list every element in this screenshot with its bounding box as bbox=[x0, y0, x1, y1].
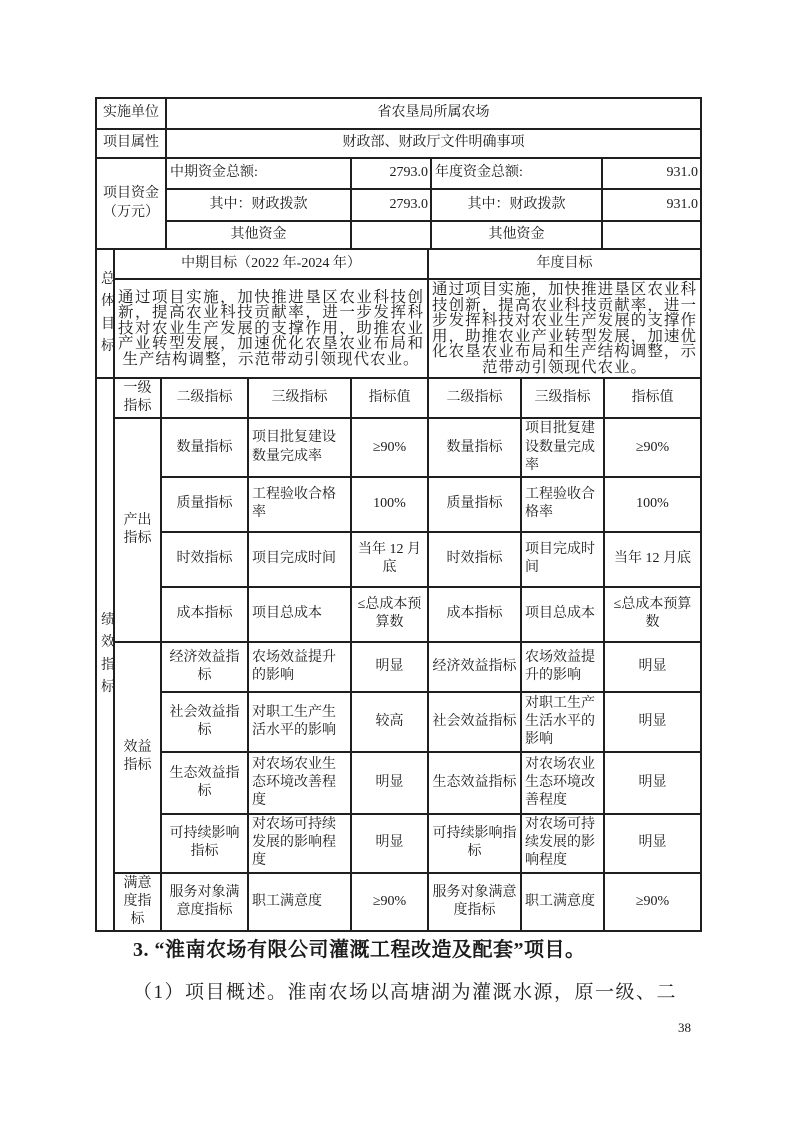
table-row bbox=[96, 532, 701, 587]
table-row bbox=[96, 692, 701, 752]
funding-year-total-label: 年度资金总额: bbox=[431, 158, 602, 189]
indicator-cell: 工程验收合格率 bbox=[248, 477, 351, 532]
level1-satisfaction: 满意度指标 bbox=[114, 873, 161, 932]
table-row bbox=[96, 477, 701, 532]
body-paragraph: （1）项目概述。淮南农场以高塘湖为灌溉水源，原一级、二 bbox=[133, 982, 678, 1003]
info-value: 省农垦局所属农场 bbox=[166, 98, 701, 129]
indicator-cell: 明显 bbox=[604, 692, 701, 752]
indicator-cell: 成本指标 bbox=[161, 587, 248, 642]
indicators-table bbox=[95, 377, 702, 932]
goals-mid-text: 通过项目实施，加快推进垦区农业科技创新，提高农业科技贡献率，进一步发挥科技对农业生产发展的支撑作用，助推农业产业转型发展，加速优化农垦农业布局和生产结构调整，示范带动引领现代农业。 bbox=[114, 279, 428, 378]
indicator-cell: 社会效益指标 bbox=[161, 692, 248, 752]
indicator-cell: 100% bbox=[351, 477, 428, 532]
indicators-label bbox=[96, 378, 114, 931]
indicator-cell: 可持续影响指标 bbox=[161, 814, 248, 873]
indicator-cell: 明显 bbox=[351, 814, 428, 873]
info-table bbox=[95, 97, 702, 159]
table-row bbox=[96, 814, 701, 873]
indicators-header-level3-annual: 三级指标 bbox=[521, 378, 604, 418]
indicator-cell: ≥90% bbox=[351, 873, 428, 932]
indicator-cell: 当年 12 月底 bbox=[604, 532, 701, 587]
indicator-cell: 项目总成本 bbox=[521, 587, 604, 642]
funding-mid-total-label: 中期资金总额: bbox=[166, 158, 351, 189]
funding-label: 项目资金（万元） bbox=[96, 158, 166, 249]
funding-mid-other-value bbox=[351, 221, 431, 249]
funding-year-other-value bbox=[602, 221, 701, 249]
funding-year-other-label: 其他资金 bbox=[431, 221, 602, 249]
info-label: 实施单位 bbox=[96, 98, 166, 129]
indicator-cell: 时效指标 bbox=[161, 532, 248, 587]
indicator-cell: 项目总成本 bbox=[248, 587, 351, 642]
indicator-cell: 项目完成时间 bbox=[521, 532, 604, 587]
info-label: 项目属性 bbox=[96, 129, 166, 158]
indicator-cell: 项目完成时间 bbox=[248, 532, 351, 587]
indicator-cell: 成本指标 bbox=[428, 587, 521, 642]
indicator-cell: 服务对象满意度指标 bbox=[428, 873, 521, 932]
level1-benefit: 效益指标 bbox=[114, 642, 161, 873]
indicators-header-value: 指标值 bbox=[351, 378, 428, 418]
goals-table bbox=[95, 248, 702, 379]
indicator-cell: 明显 bbox=[604, 752, 701, 814]
indicator-cell: 对农场农业生态环境改善程度 bbox=[521, 752, 604, 814]
indicator-cell: 明显 bbox=[351, 752, 428, 814]
indicator-cell: ≤总成本预算数 bbox=[604, 587, 701, 642]
indicator-cell: 质量指标 bbox=[161, 477, 248, 532]
indicator-cell: 工程验收合格率 bbox=[521, 477, 604, 532]
indicator-cell: ≥90% bbox=[604, 418, 701, 477]
indicator-cell: 项目批复建设数量完成率 bbox=[521, 418, 604, 477]
level1-output: 产出指标 bbox=[114, 418, 161, 642]
indicators-header-level2-annual: 二级指标 bbox=[428, 378, 521, 418]
indicator-cell: 明显 bbox=[604, 814, 701, 873]
table-row bbox=[96, 587, 701, 642]
indicator-cell: 明显 bbox=[604, 642, 701, 692]
table-row bbox=[96, 752, 701, 814]
indicator-cell: 较高 bbox=[351, 692, 428, 752]
info-value: 财政部、财政厅文件明确事项 bbox=[166, 129, 701, 158]
indicator-cell: 职工满意度 bbox=[248, 873, 351, 932]
funding-mid-fiscal-label: 其中：财政拨款 bbox=[166, 189, 351, 221]
indicator-cell: 农场效益提升的影响 bbox=[248, 642, 351, 692]
goals-year-text: 通过项目实施，加快推进垦区农业科技创新，提高农业科技贡献率，进一步发挥科技对农业生产发展的支撑作用，助推农业产业转型发展，加速优化农垦农业布局和生产结构调整，示范带动引领现代农业。 bbox=[428, 279, 701, 378]
section-heading: 3. “淮南农场有限公司灌溉工程改造及配套”项目。 bbox=[133, 939, 586, 961]
table-row bbox=[96, 873, 701, 932]
indicators-label-text: 绩效指标 bbox=[101, 612, 115, 695]
funding-mid-fiscal-value: 2793.0 bbox=[351, 189, 431, 221]
indicator-cell: 质量指标 bbox=[428, 477, 521, 532]
indicator-cell: 对农场农业生态环境改善程度 bbox=[248, 752, 351, 814]
goals-year-header: 年度目标 bbox=[428, 249, 701, 279]
indicator-cell: 100% bbox=[604, 477, 701, 532]
indicators-header-level3: 三级指标 bbox=[248, 378, 351, 418]
indicator-cell: 农场效益提升的影响 bbox=[521, 642, 604, 692]
indicator-cell: ≥90% bbox=[604, 873, 701, 932]
goals-label bbox=[96, 249, 114, 378]
indicators-header-value-annual: 指标值 bbox=[604, 378, 701, 418]
indicator-cell: 生态效益指标 bbox=[161, 752, 248, 814]
indicator-cell: 明显 bbox=[351, 642, 428, 692]
goals-label-text: 总体目标 bbox=[101, 271, 115, 354]
indicator-cell: 对职工生产生活水平的影响 bbox=[248, 692, 351, 752]
indicator-cell: 社会效益指标 bbox=[428, 692, 521, 752]
indicator-cell: 数量指标 bbox=[161, 418, 248, 477]
indicator-cell: 对职工生产生活水平的影响 bbox=[521, 692, 604, 752]
funding-year-fiscal-value: 931.0 bbox=[602, 189, 701, 221]
indicator-cell: ≥90% bbox=[351, 418, 428, 477]
indicator-cell: 数量指标 bbox=[428, 418, 521, 477]
indicator-cell: 服务对象满意度指标 bbox=[161, 873, 248, 932]
funding-year-total-value: 931.0 bbox=[602, 158, 701, 189]
funding-mid-total-value: 2793.0 bbox=[351, 158, 431, 189]
indicator-cell: 时效指标 bbox=[428, 532, 521, 587]
indicator-cell: 项目批复建设数量完成率 bbox=[248, 418, 351, 477]
indicator-cell: 当年 12 月底 bbox=[351, 532, 428, 587]
indicator-cell: 对农场可持续发展的影响程度 bbox=[521, 814, 604, 873]
goals-mid-header: 中期目标（2022 年-2024 年） bbox=[114, 249, 428, 279]
funding-mid-other-label: 其他资金 bbox=[166, 221, 351, 249]
page-number: 38 bbox=[678, 1020, 691, 1035]
table-row bbox=[96, 642, 701, 692]
performance-table bbox=[95, 97, 705, 932]
indicator-cell: 职工满意度 bbox=[521, 873, 604, 932]
indicator-cell: 经济效益指标 bbox=[428, 642, 521, 692]
funding-table bbox=[95, 157, 702, 250]
indicator-cell: 对农场可持续发展的影响程度 bbox=[248, 814, 351, 873]
indicators-header-level2: 二级指标 bbox=[161, 378, 248, 418]
indicator-cell: 生态效益指标 bbox=[428, 752, 521, 814]
indicator-cell: 经济效益指标 bbox=[161, 642, 248, 692]
indicators-header-level1: 一级指标 bbox=[114, 378, 161, 418]
table-row bbox=[96, 418, 701, 477]
indicator-cell: 可持续影响指标 bbox=[428, 814, 521, 873]
funding-year-fiscal-label: 其中：财政拨款 bbox=[431, 189, 602, 221]
indicator-cell: ≤总成本预算数 bbox=[351, 587, 428, 642]
